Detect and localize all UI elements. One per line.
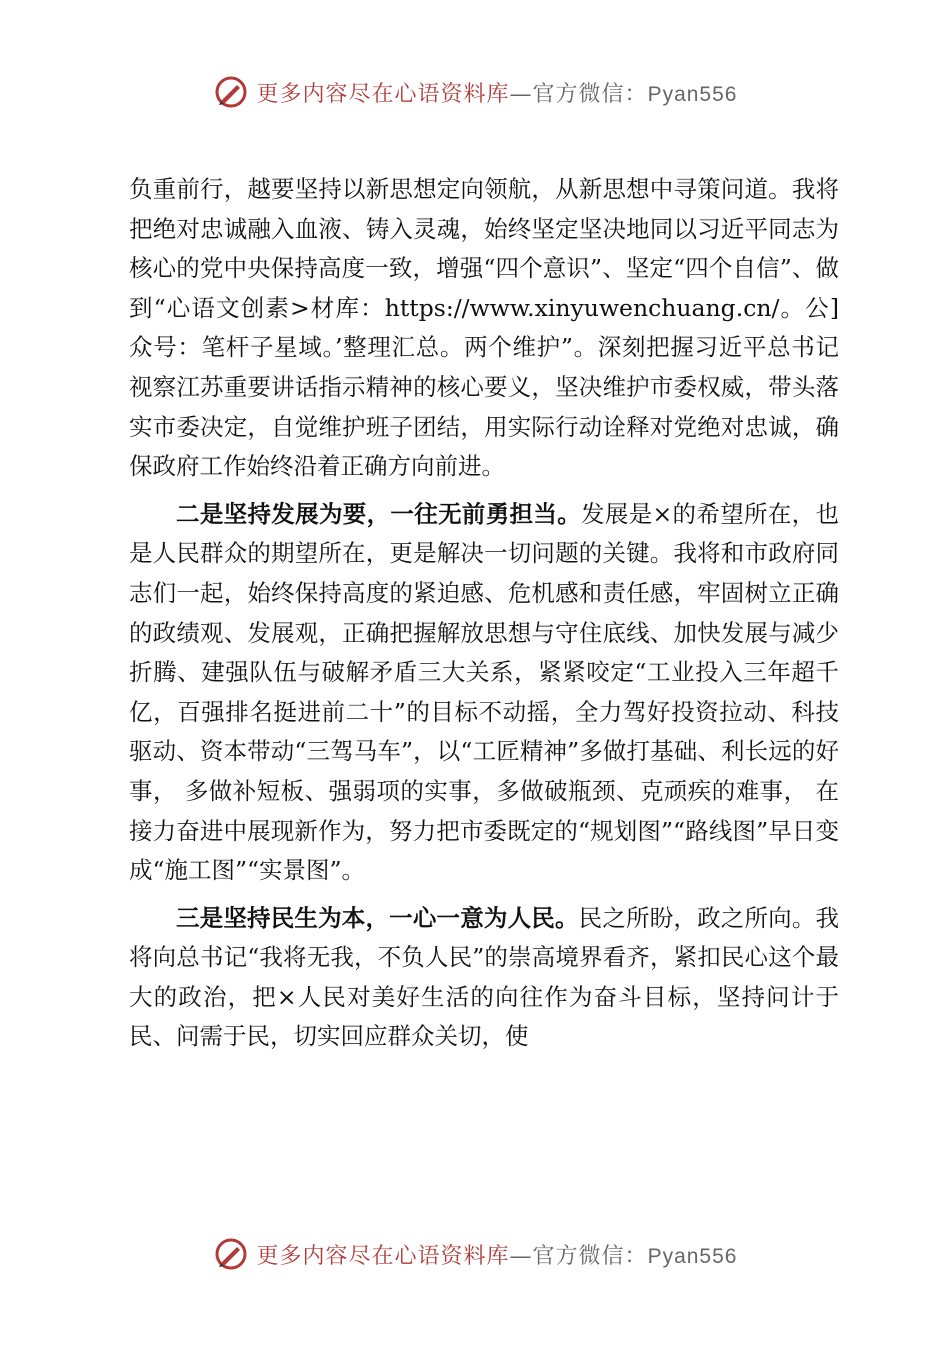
footer-wechat-label: 官方微信： <box>532 1243 648 1269</box>
footer-separator: — <box>509 1243 533 1269</box>
header-wechat-id: Pyan556 <box>647 82 738 106</box>
header-brand: 更多内容尽在心语资料库 <box>256 81 510 107</box>
footer-text <box>257 1239 738 1270</box>
footer-wechat-id: Pyan556 <box>647 1244 738 1268</box>
paragraph-3 <box>129 899 839 1057</box>
paragraph-2 <box>129 495 839 891</box>
paragraph-1: 负重前行，越要坚持以新思想定向领航，从新思想中寻策问道。我将把绝对忠诚融入血液、铸入灵魂，始终坚定坚决地同以习近平同志为核心的党中央保持高度一致，增强“四个意识”、坚定“四个自信”、做到“心语文创素>材库：https://www.xinyuwenchuang.cn/。公]众号：笔杆子星域。’整理汇总。两个维护”。深刻把握习近平总书记视察江苏重要讲话指示精神的核心要义，坚决维护市委权威，带头落实市委决定，自觉维护班子团结，用实际行动诠释对党绝对忠诚，确保政府工作始终沿着正确方向前进。 <box>129 175 839 481</box>
paragraph-2-text: 发展是×的希望所在，也是人民群众的期望所在，更是解决一切问题的关键。我将和市政府同志们一起，始终保持高度的紧迫感、危机感和责任感，牢固树立正确的政绩观、发展观，正确把握解放思想与守住底线、加快发展与减少折腾、建强队伍与破解矛盾三大关系，紧紧咬定“工业投入三年超千亿，百强排名挺进前二十”的目标不动摇，全力驾好投资拉动、科技驱动、资本带动“三驾马车”，以“工匠精神”多做打基础、利长远的好事， 多做补短板、强弱项的实事，多做破瓶颈、克顽疾的难事， 在接力奋进中展现新作为，努力把市委既定的“规划图”“路线图”早日变成“施工图”“实景图”。 <box>129 499 839 885</box>
pen-circle-logo-icon <box>213 74 249 110</box>
document-body <box>129 170 839 1057</box>
footer-banner <box>0 1232 950 1276</box>
pen-circle-logo-icon <box>213 1236 249 1272</box>
paragraph-2-lead: 二是坚持发展为要，一往无前勇担当。 <box>176 499 582 528</box>
header-separator: — <box>509 81 533 107</box>
paragraph-3-text: 民之所盼，政之所向。我将向总书记“我将无我，不负人民”的崇高境界看齐，紧扣民心这个最大的政治，把×人民对美好生活的向往作为奋斗目标，坚持问计于民、问需于民，切实回应群众关切，使 <box>129 903 840 1051</box>
header-wechat-label: 官方微信： <box>532 81 648 107</box>
header-text <box>257 77 738 108</box>
header-banner <box>0 70 950 114</box>
footer-brand: 更多内容尽在心语资料库 <box>256 1243 510 1269</box>
paragraph-3-lead: 三是坚持民生为本，一心一意为人民。 <box>176 903 579 932</box>
